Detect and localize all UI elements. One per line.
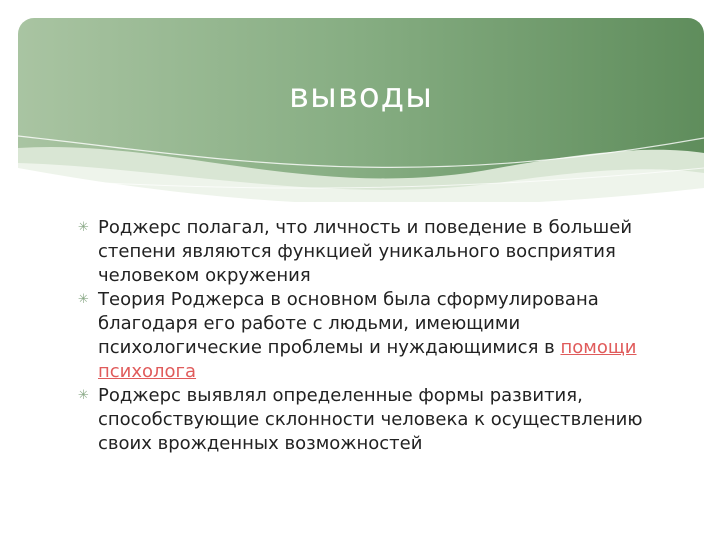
slide-title: выводы — [288, 76, 434, 116]
bullet-text-3: Роджерс выявлял определенные формы развития, способствующие склонности человека к осуществлению своих врожденных возможностей — [98, 385, 643, 454]
bullet-list — [78, 216, 688, 456]
bullet-item-3 — [78, 384, 688, 456]
bullet-text-2: Теория Роджерса в основном была сформулирована благодаря его работе с людьми, имеющими психологические проблемы и нуждающимися в — [98, 289, 599, 358]
asterisk-icon: ✳ — [78, 220, 89, 235]
bullet-item-1 — [78, 216, 688, 288]
asterisk-icon: ✳ — [78, 292, 89, 307]
title-banner — [18, 18, 704, 202]
asterisk-icon: ✳ — [78, 388, 89, 403]
bullet-item-2 — [78, 288, 688, 384]
bullet-text-1: Роджерс полагал, что личность и поведение в большей степени являются функцией уникального восприятия человеком окружения — [98, 217, 633, 286]
psychologist-help-link[interactable]: помощи психолога — [98, 337, 637, 382]
